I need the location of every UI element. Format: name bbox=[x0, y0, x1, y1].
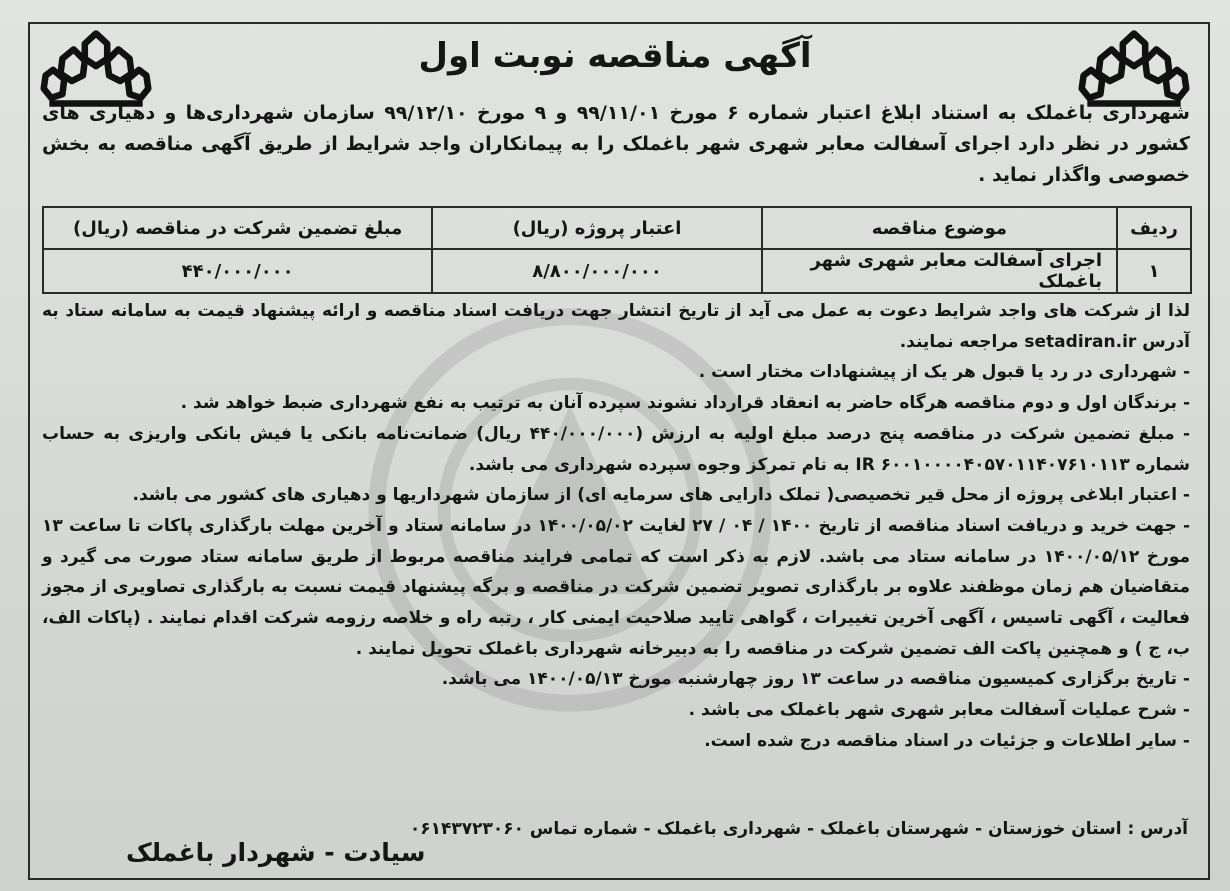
condition-item: - جهت خرید و دریافت اسناد مناقصه از تاریخ ۱۴۰۰ / ۰۴ / ۲۷ لغایت ۱۴۰۰/۰۵/۰۲ در سامانه ستاد و آخرین مهلت بارگذاری پاکات تا ساعت ۱۳ مورخ ۱۴۰۰/۰۵/۱۲ در سامانه ستاد می باشد. لازم به ذکر است که تمامی فرایند مناقصه مربوط از طریق سامانه ستاد صورت می گیرد و متقاضیان هم زمان موظفند علاوه بر بارگذاری تصویر تضمین شرکت در مناقصه و برگه پیشنهاد قیمت نسبت به بارگذاری تصاویری از مجوز فعالیت ، آگهی تاسیس ، آگهی آخرین تغییرات ، گواهی تایید صلاحیت ایمنی کار ، رتبه راه و خلاصه رزومه شرکت اقدام نمایند . (پاکات الف، ب، ج ) و همچنین پاکت الف تضمین شرکت در مناقصه را به دبیرخانه شهرداری باغملک تحویل نمایند . bbox=[42, 515, 1191, 659]
condition-item: - شرح عملیات آسفالت معابر شهری شهر باغملک می باشد . bbox=[688, 700, 1190, 721]
cell-project-credit: ۸/۸۰۰/۰۰۰/۰۰۰ bbox=[432, 249, 761, 293]
header-guarantee-amount: مبلغ تضمین شرکت در مناقصه (ریال) bbox=[43, 207, 432, 249]
table-row bbox=[43, 249, 1191, 293]
cell-row-number: ۱ bbox=[1117, 249, 1191, 293]
header-row-number: ردیف bbox=[1117, 207, 1191, 249]
conditions-list bbox=[42, 296, 1190, 757]
condition-item: - برندگان اول و دوم مناقصه هرگاه حاضر به انعقاد قرارداد نشوند سپرده آنان به ترتیب به نفع شهرداری ضبط خواهد شد . bbox=[180, 393, 1190, 414]
contact-address: آدرس : استان خوزستان - شهرستان باغملک - شهرداری باغملک - شماره تماس ۰۶۱۴۳۷۲۳۰۶۰ bbox=[409, 819, 1188, 839]
invitation-paragraph: لذا از شرکت های واجد شرایط دعوت به عمل می آید از تاریخ انتشار جهت دریافت اسناد مناقصه و ارائه پیشنهاد قیمت به سامانه ستاد به آدرس setadiran.ir مراجعه نمایند. bbox=[42, 301, 1190, 352]
condition-item: - اعتبار ابلاغی پروژه از محل قیر تخصیصی( تملک دارایی های سرمایه ای) از سازمان شهرداریها و دهیاری های کشور می باشد. bbox=[132, 485, 1190, 506]
mayor-signature: سیادت - شهردار باغملک bbox=[126, 838, 426, 867]
tender-table bbox=[42, 206, 1192, 294]
cell-subject: اجرای آسفالت معابر شهری شهر باغملک bbox=[762, 249, 1117, 293]
cell-guarantee-amount: ۴۴۰/۰۰۰/۰۰۰ bbox=[43, 249, 432, 293]
table-header-row bbox=[43, 207, 1191, 249]
notice-title: آگهی مناقصه نوبت اول bbox=[418, 36, 812, 76]
condition-item: - تاریخ برگزاری کمیسیون مناقصه در ساعت ۱۳ روز چهارشنبه مورخ ۱۴۰۰/۰۵/۱۳ می باشد. bbox=[441, 669, 1190, 690]
municipality-emblem-icon bbox=[1078, 28, 1190, 108]
header-project-credit: اعتبار پروژه (ریال) bbox=[432, 207, 761, 249]
municipality-emblem-icon bbox=[40, 28, 152, 108]
condition-item: - سایر اطلاعات و جزئیات در اسناد مناقصه درج شده است. bbox=[704, 730, 1190, 751]
condition-item: - شهرداری در رد یا قبول هر یک از پیشنهادات مختار است . bbox=[698, 362, 1190, 383]
intro-paragraph: شهرداری باغملک به استناد ابلاغ اعتبار شماره ۶ مورخ ۹۹/۱۱/۰۱ و ۹ مورخ ۹۹/۱۲/۱۰ سازمان شهرداری‌ها و دهیاری های کشور در نظر دارد اجرای آسفالت معابر شهری شهر باغملک را به پیمانکاران واجد شرایط از طریق آگهی مناقصه به بخش خصوصی واگذار نماید . bbox=[42, 102, 1190, 186]
condition-item: - مبلغ تضمین شرکت در مناقصه پنج درصد مبلغ اولیه به ارزش (۴۴۰/۰۰۰/۰۰۰ ریال) ضمانت‌نامه بانکی یا فیش بانکی واریزی به حساب شماره IR ۶۰۰۱۰۰۰۰۴۰۵۷۰۱۱۴۰۷۶۱۰۱۱۳ به نام تمرکز وجوه سپرده شهرداری می باشد. bbox=[42, 423, 1191, 475]
header-subject: موضوع مناقصه bbox=[762, 207, 1117, 249]
